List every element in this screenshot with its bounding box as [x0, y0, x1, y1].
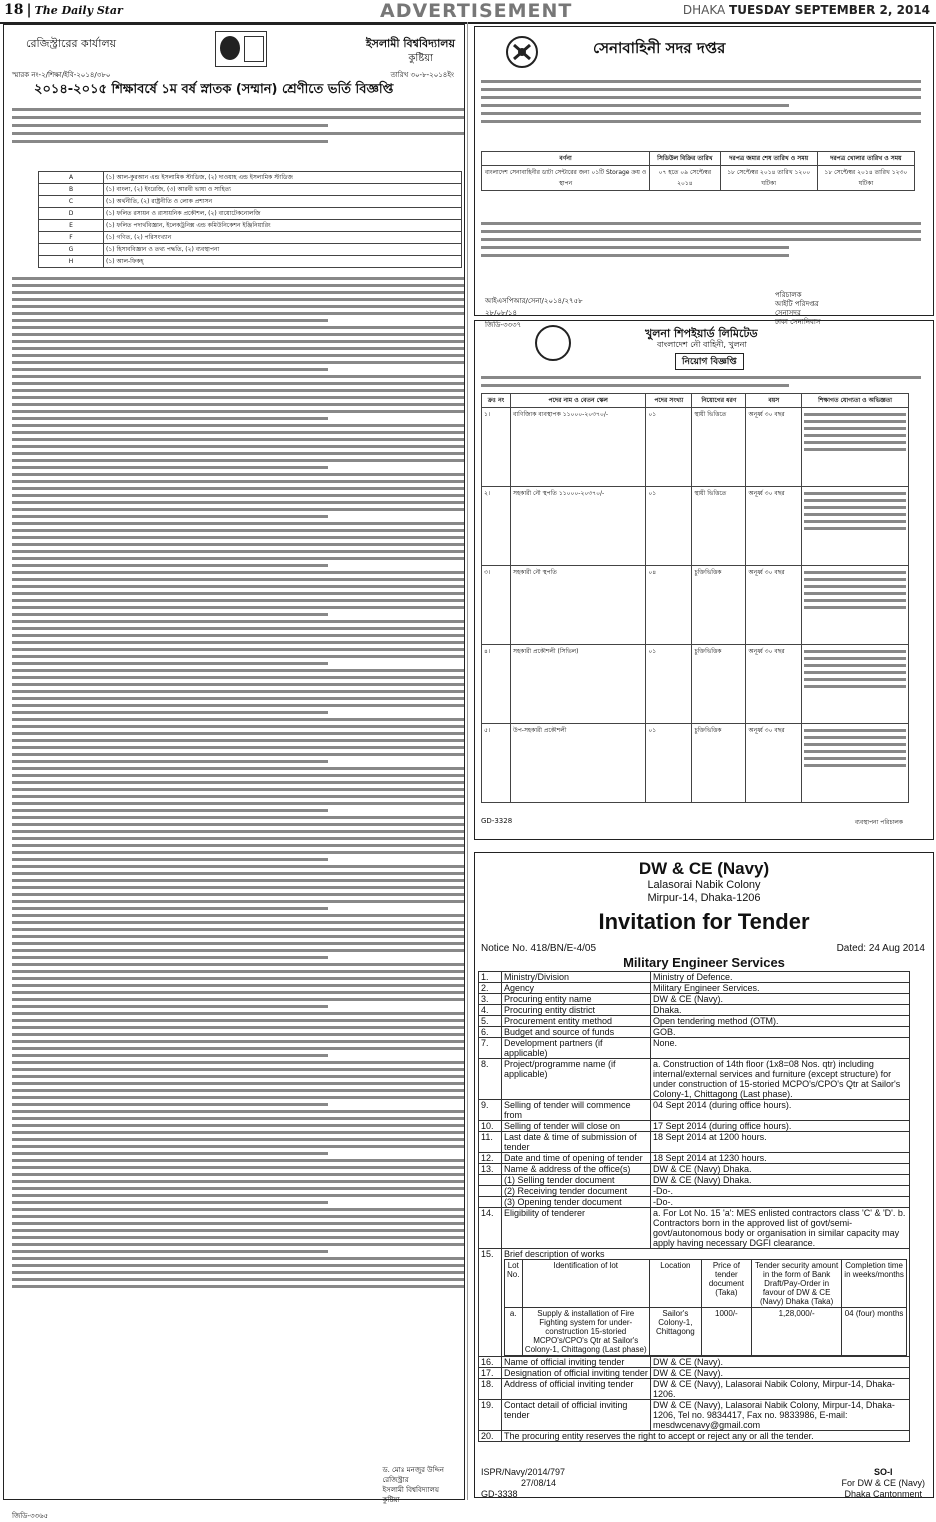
- row-number: 10.: [479, 1121, 502, 1132]
- row-number: 14.: [479, 1208, 502, 1249]
- table-row: [482, 724, 909, 803]
- table-cell: ০৪: [646, 566, 692, 645]
- table-cell: ০৭ হতে ০৯ সেপ্টেম্বর ২০১৪: [650, 166, 720, 191]
- table-header: Price of tender document (Taka): [701, 1260, 751, 1308]
- table-header: পদের সংখ্যা: [646, 394, 692, 408]
- row-value: DW & CE (Navy) Dhaka.: [651, 1175, 910, 1186]
- row-label: Selling of tender will commence from: [502, 1100, 651, 1121]
- table-cell: বাংলাদেশ সেনাবাহিনীর ডাটা সেন্টারের জন্য ০১টি Storage ক্রয় ও স্থাপন: [482, 166, 650, 191]
- army-tender-notice: [474, 26, 934, 329]
- table-cell: অনূর্ধ্ব ৩০ বছর: [746, 408, 802, 487]
- table-row: [39, 196, 462, 208]
- page-number: 18 | The Daily Star: [4, 2, 123, 18]
- table-cell: ১৮ সেপ্টেম্বর ২০১৪ তারিখ ১২৩০ ঘটিকা: [817, 166, 914, 191]
- table-header: দরপত্র জমার শেষ তারিখ ও সময়: [720, 152, 817, 166]
- table-cell: ৪।: [482, 645, 511, 724]
- table-row: [39, 256, 462, 268]
- table-row: [479, 1121, 910, 1132]
- unit-code: B: [39, 184, 104, 196]
- table-header: বয়স: [746, 394, 802, 408]
- navy-addr-line2: Mirpur-14, Dhaka-1206: [647, 892, 761, 904]
- row-number: 5.: [479, 1016, 502, 1027]
- table-cell: অনূর্ধ্ব ৩০ বছর: [746, 645, 802, 724]
- table-cell: চুক্তিভিত্তিক: [692, 566, 746, 645]
- row-label: Procuring entity name: [502, 994, 651, 1005]
- table-row: [479, 1197, 910, 1208]
- table-header: নিয়োগের ধরণ: [692, 394, 746, 408]
- navy-ispr-ref: ISPR/Navy/2014/797 27/08/14 GD-3338: [481, 1467, 566, 1499]
- table-row: [479, 1368, 910, 1379]
- table-header: ক্রঃ নং: [482, 394, 511, 408]
- navy-tender-table: [478, 971, 910, 1442]
- row-value: Military Engineer Services.: [651, 983, 910, 994]
- column-rule: [467, 22, 468, 1500]
- table-cell: স্থায়ী ভিত্তিতে: [692, 408, 746, 487]
- shipyard-name: খুলনা শিপইয়ার্ড লিমিটেড: [645, 327, 758, 340]
- row-number: 1.: [479, 972, 502, 983]
- shipyard-logo-icon: [535, 325, 571, 361]
- table-cell: ১৮ সেপ্টেম্বর ২০১৪ তারিখ ১২০০ ঘটিকা: [720, 166, 817, 191]
- table-header: সিডিউল বিক্রির তারিখ: [650, 152, 720, 166]
- qualification-text: [802, 487, 909, 566]
- army-reference: আইএসপিআর/সেনা/২০১৪/২৭৫৮ ২৮/০৮/১৪ জিডি-৩৩৩৭: [485, 297, 583, 329]
- unit-subjects: (১) অর্থনীতি, (২) রাষ্ট্রনীতি ও লোক প্রশাসন: [104, 196, 462, 208]
- table-row: [479, 1249, 910, 1357]
- table-row: [479, 994, 910, 1005]
- row-number: 2.: [479, 983, 502, 994]
- army-schedule-table: [481, 151, 915, 191]
- row-label: (2) Receiving tender document: [502, 1186, 651, 1197]
- table-header: দরপত্র খোলার তারিখ ও সময়: [817, 152, 914, 166]
- iu-admission-notice: [3, 24, 465, 1520]
- table-cell: সহকারী নৌ স্থপতি: [511, 566, 646, 645]
- iu-intro-text: [12, 103, 464, 148]
- row-value: Open tendering method (OTM).: [651, 1016, 910, 1027]
- shipyard-gd: GD-3328: [481, 817, 513, 825]
- table-row: [482, 487, 909, 566]
- iu-date: তারিখ ৩০-৮-২০১৪ইং: [390, 71, 454, 79]
- section-title: ADVERTISEMENT: [380, 0, 573, 22]
- table-row: [479, 1175, 910, 1186]
- row-number: 15.: [479, 1249, 502, 1357]
- row-number: [479, 1186, 502, 1197]
- row-number: [479, 1197, 502, 1208]
- table-header: Tender security amount in the form of Bank Draft/Pay-Order in favour of DW & CE (Navy) Dhaka (Taka): [752, 1260, 842, 1308]
- row-number: 12.: [479, 1153, 502, 1164]
- table-row: [39, 184, 462, 196]
- row-number: 11.: [479, 1132, 502, 1153]
- row-label: Development partners (if applicable): [502, 1038, 651, 1059]
- row-label: Date and time of opening of tender: [502, 1153, 651, 1164]
- navy-notice-date: Dated: 24 Aug 2014: [836, 943, 925, 954]
- navy-notice-no: Notice No. 418/BN/E-4/05: [481, 943, 597, 954]
- iu-university-name: ইসলামী বিশ্ববিদ্যালয়: [365, 37, 455, 50]
- iu-header: [10, 29, 463, 67]
- row-value: a. Construction of 14th floor (1x8=08 Nos. qtr) including internal/external services and furniture (except structure) for under construction of 15-storied MCPO's/CPO's Qtr at Sailor's Colony-1, Chittagong (Last phase).: [651, 1059, 910, 1100]
- table-cell: a.: [505, 1308, 523, 1356]
- row-number: 16.: [479, 1357, 502, 1368]
- table-row: [479, 1100, 910, 1121]
- row-value: DW & CE (Navy), Lalasorai Nabik Colony, Mirpur-14, Dhaka-1206, Tel no. 9834417, Fax no. 9833986, E-mail: mesdwcenavy@gmail.com: [651, 1400, 910, 1431]
- row-label: Last date & time of submission of tender: [502, 1132, 651, 1153]
- army-signer-line: পরিচালক: [775, 291, 802, 299]
- row-value: 18 Sept 2014 at 1230 hours.: [651, 1153, 910, 1164]
- table-cell: ০১: [646, 487, 692, 566]
- army-signer-line: আইটি পরিদপ্তর: [775, 300, 819, 308]
- table-header: Location: [649, 1260, 701, 1308]
- row-label: Ministry/Division: [502, 972, 651, 983]
- row-value: 04 Sept 2014 (during office hours).: [651, 1100, 910, 1121]
- table-row: [479, 972, 910, 983]
- unit-code: A: [39, 172, 104, 184]
- table-cell: সহকারী নৌ স্থপতি ১১০০০-২০৩৭০/-: [511, 487, 646, 566]
- row-value: DW & CE (Navy) Dhaka.: [651, 1164, 910, 1175]
- table-header: পদের নাম ও বেতন স্কেল: [511, 394, 646, 408]
- row-value: 17 Sept 2014 (during office hours).: [651, 1121, 910, 1132]
- table-row: [479, 1431, 910, 1442]
- row-label: Procuring entity district: [502, 1005, 651, 1016]
- qualification-text: [802, 408, 909, 487]
- army-signer-line: সেনাসদর: [775, 309, 801, 317]
- unit-subjects: (১) বাংলা, (২) ইংরেজি, (৩) আরবী ভাষা ও সাহিত্য: [104, 184, 462, 196]
- table-cell: চুক্তিভিত্তিক: [692, 645, 746, 724]
- table-row: [479, 1186, 910, 1197]
- table-header: Completion time in weeks/months: [842, 1260, 907, 1308]
- table-row: [505, 1308, 907, 1356]
- table-cell: বাণিজ্যিক ব্যবস্থাপক ১১০০০-২০৩৭০/-: [511, 408, 646, 487]
- navy-tender-notice: [474, 852, 934, 1498]
- table-cell: স্থায়ী ভিত্তিতে: [692, 487, 746, 566]
- table-row: [479, 1132, 910, 1153]
- table-row: [39, 220, 462, 232]
- table-row: [479, 1059, 910, 1100]
- masthead: [0, 0, 936, 24]
- table-row: [39, 244, 462, 256]
- row-label: (1) Selling tender document: [502, 1175, 651, 1186]
- row-value: Ministry of Defence.: [651, 972, 910, 983]
- table-cell: ২।: [482, 487, 511, 566]
- row-number: 17.: [479, 1368, 502, 1379]
- qualification-text: [802, 645, 909, 724]
- shipyard-signer: ব্যবস্থাপনা পরিচালক: [854, 819, 903, 826]
- table-cell: ১।: [482, 408, 511, 487]
- unit-code: G: [39, 244, 104, 256]
- row-value: -Do-.: [651, 1186, 910, 1197]
- works-cell: [502, 1249, 910, 1357]
- works-table: [504, 1259, 907, 1356]
- row-number: 4.: [479, 1005, 502, 1016]
- row-label: Eligibility of tenderer: [502, 1208, 651, 1249]
- table-header: বর্ণনা: [482, 152, 650, 166]
- table-cell: Supply & installation of Fire Fighting system for under-construction 15-storied MCPO's/CPO's Qtr at Sailor's Colony-1, Chittagong (Last phase): [522, 1308, 649, 1356]
- table-cell: ০১: [646, 408, 692, 487]
- navy-header: [475, 859, 933, 935]
- army-title: সেনাবাহিনী সদর দপ্তর: [593, 39, 726, 57]
- row-number: 20.: [479, 1431, 502, 1442]
- unit-code: F: [39, 232, 104, 244]
- table-row: [479, 1153, 910, 1164]
- row-label: Budget and source of funds: [502, 1027, 651, 1038]
- navy-org-name: DW & CE (Navy): [638, 859, 770, 878]
- shipyard-sub: বাংলাদেশ নৌ বাহিনী, খুলনা: [657, 340, 747, 349]
- table-cell: অনূর্ধ্ব ৩০ বছর: [746, 724, 802, 803]
- table-cell: অনূর্ধ্ব ৩০ বছর: [746, 566, 802, 645]
- army-terms-text: [481, 217, 921, 262]
- row-number: 6.: [479, 1027, 502, 1038]
- unit-subjects: (১) আল-ফিকহ্: [104, 256, 462, 268]
- table-row: [479, 1379, 910, 1400]
- unit-subjects: (১) হিসাববিজ্ঞান ও তথ্য পদ্ধতি, (২) ব্যবস্থাপনা: [104, 244, 462, 256]
- table-cell: ৫।: [482, 724, 511, 803]
- table-row: [479, 1027, 910, 1038]
- row-label: (3) Opening tender document: [502, 1197, 651, 1208]
- table-header: শিক্ষাগত যোগ্যতা ও অভিজ্ঞতা: [802, 394, 909, 408]
- table-row: [479, 1164, 910, 1175]
- row-number: 8.: [479, 1059, 502, 1100]
- table-cell: 1,28,000/-: [752, 1308, 842, 1356]
- row-label: Name of official inviting tender: [502, 1357, 651, 1368]
- row-number: 19.: [479, 1400, 502, 1431]
- table-cell: 04 (four) months: [842, 1308, 907, 1356]
- row-number: 3.: [479, 994, 502, 1005]
- row-value: GOB.: [651, 1027, 910, 1038]
- table-row: [479, 1005, 910, 1016]
- shipyard-intro: [481, 371, 921, 392]
- iu-gd-number: জিডি-৩৩৬৫: [12, 1512, 49, 1520]
- unit-code: E: [39, 220, 104, 232]
- row-value: DW & CE (Navy).: [651, 1368, 910, 1379]
- table-header: Identification of lot: [522, 1260, 649, 1308]
- table-cell: 1000/-: [701, 1308, 751, 1356]
- table-row: [479, 1357, 910, 1368]
- shipyard-notice-label: নিয়োগ বিজ্ঞপ্তি: [675, 353, 744, 370]
- iu-city: কুষ্টিয়া: [408, 53, 433, 64]
- row-value: DW & CE (Navy).: [651, 1357, 910, 1368]
- unit-subjects: (১) গণিত, (২) পরিসংখ্যান: [104, 232, 462, 244]
- row-label: Contact detail of official inviting tender: [502, 1400, 651, 1431]
- row-value: DW & CE (Navy).: [651, 994, 910, 1005]
- qualification-text: [802, 724, 909, 803]
- unit-code: H: [39, 256, 104, 268]
- table-row: [479, 1208, 910, 1249]
- row-label: Address of official inviting tender: [502, 1379, 651, 1400]
- table-header: Lot No.: [505, 1260, 523, 1308]
- table-row: [479, 1016, 910, 1027]
- table-row: [482, 645, 909, 724]
- army-intro-text: [481, 75, 921, 128]
- row-value: None.: [651, 1038, 910, 1059]
- shipyard-recruitment-notice: [474, 320, 934, 840]
- table-cell: অনূর্ধ্ব ৩০ বছর: [746, 487, 802, 566]
- army-signer-line: ঢাকা সেনানিবাস: [775, 318, 821, 326]
- iu-notice-title: ২০১৪-২০১৫ শিক্ষাবর্ষে ১ম বর্ষ স্নাতক (সম্মান) শ্রেণীতে ভর্তি বিজ্ঞপ্তি: [34, 82, 394, 97]
- row-label: Agency: [502, 983, 651, 994]
- row-number: 7.: [479, 1038, 502, 1059]
- table-row: [39, 208, 462, 220]
- row-label: Procurement entity method: [502, 1016, 651, 1027]
- table-row: [479, 1400, 910, 1431]
- row-value: a. For Lot No. 15 'a': MES enlisted contractors class 'C' & 'D'. b. Contractors born in the approved list of govt/semi-govt/autonomous body or organisation in similar capacity may apply having necessary DGFI clearance.: [651, 1208, 910, 1249]
- unit-code: D: [39, 208, 104, 220]
- row-number: 18.: [479, 1379, 502, 1400]
- row-value: 18 Sept 2014 at 1200 hours.: [651, 1132, 910, 1153]
- navy-mes-heading: Military Engineer Services: [623, 955, 785, 970]
- row-label: Project/programme name (if applicable): [502, 1059, 651, 1100]
- table-row: [39, 232, 462, 244]
- unit-subjects: (১) ফলিত পদার্থবিজ্ঞান, ইলেকট্রনিক্স এন্ড কমিউনিকেশন ইঞ্জিনিয়ারিং: [104, 220, 462, 232]
- works-label: Brief description of works: [504, 1249, 605, 1259]
- iu-unit-table: [38, 171, 462, 268]
- iu-memo-no: স্মারক নং-২/শিক্ষা/ইবি-২০১৪/৩৮০: [12, 71, 111, 79]
- table-row: [479, 1038, 910, 1059]
- table-cell: ৩।: [482, 566, 511, 645]
- paper-name: The Daily Star: [34, 4, 123, 17]
- shipyard-posts-table: [481, 393, 909, 803]
- table-row: [482, 408, 909, 487]
- row-value: DW & CE (Navy), Lalasorai Nabik Colony, Mirpur-14, Dhaka-1206.: [651, 1379, 910, 1400]
- dateline: DHAKA TUESDAY SEPTEMBER 2, 2014: [682, 3, 930, 17]
- army-crest-icon: [505, 35, 539, 69]
- iu-eligibility-text: [12, 273, 464, 1292]
- row-value: -Do-.: [651, 1197, 910, 1208]
- row-label: Designation of official inviting tender: [502, 1368, 651, 1379]
- row-label: Selling of tender will close on: [502, 1121, 651, 1132]
- unit-subjects: (১) ফলিত রসায়ন ও রাসায়নিক প্রকৌশল, (২) বায়োটেকনোলজি: [104, 208, 462, 220]
- iu-seal-icon: [215, 31, 267, 67]
- row-number: 9.: [479, 1100, 502, 1121]
- row-text: The procuring entity reserves the right to accept or reject any or all the tender.: [502, 1431, 910, 1442]
- iu-signature-block: ড. মোঃ মনজুর উদ্দিন রেজিস্ট্রার ইসলামী বিশ্ববিদ্যালয় কুষ্টিয়া: [382, 1466, 444, 1504]
- table-cell: উপ-সহকারী প্রকৌশলী: [511, 724, 646, 803]
- table-cell: ০১: [646, 724, 692, 803]
- unit-subjects: (১) আল-কুরআন এন্ড ইসলামিক স্টাডিজ, (২) দাওয়াহ এন্ড ইসলামিক স্টাডিজ: [104, 172, 462, 184]
- qualification-text: [802, 566, 909, 645]
- row-value: Dhaka.: [651, 1005, 910, 1016]
- navy-addr-line1: Lalasorai Nabik Colony: [647, 879, 761, 891]
- table-cell: সহকারী প্রকৌশলী (সিভিল): [511, 645, 646, 724]
- row-label: Name & address of the office(s): [502, 1164, 651, 1175]
- table-row: [482, 566, 909, 645]
- row-number: 13.: [479, 1164, 502, 1175]
- table-row: [39, 172, 462, 184]
- row-number: [479, 1175, 502, 1186]
- table-row: [479, 983, 910, 994]
- table-cell: চুক্তিভিত্তিক: [692, 724, 746, 803]
- unit-code: C: [39, 196, 104, 208]
- table-cell: ০১: [646, 645, 692, 724]
- iu-registrar-office: রেজিস্ট্রারের কার্যালয়: [26, 37, 117, 50]
- navy-signature: SO-I For DW & CE (Navy) Dhaka Cantonment: [841, 1467, 925, 1499]
- navy-tender-title: Invitation for Tender: [598, 909, 810, 934]
- table-cell: Sailor's Colony-1, Chittagong: [649, 1308, 701, 1356]
